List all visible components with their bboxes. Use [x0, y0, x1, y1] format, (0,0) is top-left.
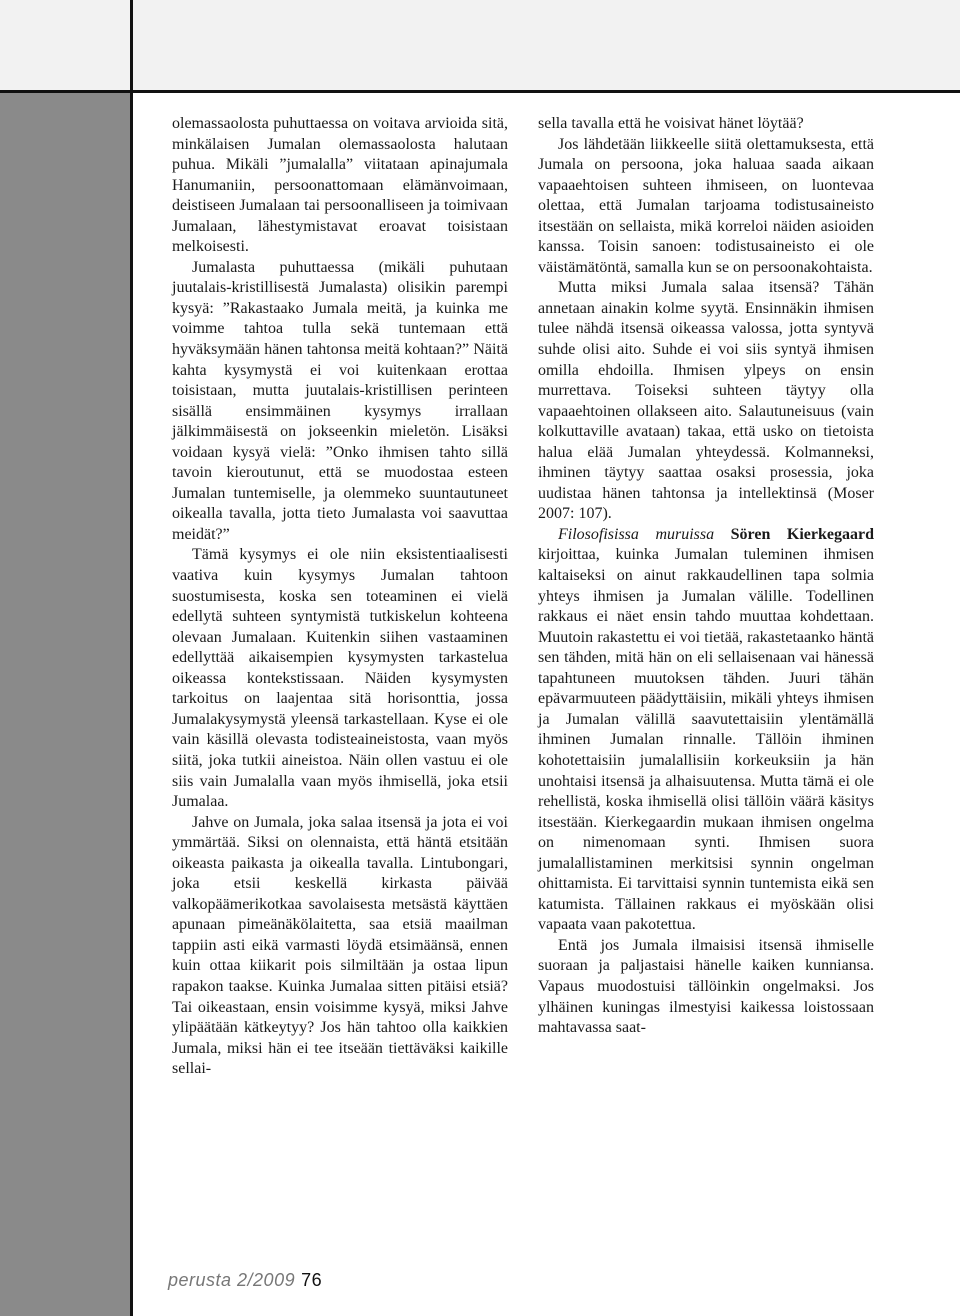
paragraph: Jumalasta puhuttaessa (mikäli puhutaan juutalais-kristillisestä Jumalasta) olisikin parempi kysyä: ”Rakastaako Jumala meitä, ja kuinka me voimme tahtoa tulla sekä tuntemaan että hyväksymään hänen tahtonsa meitä kohtaan?” Näitä kahta kysymystä ei voi kuitenkaan erottaa toisistaan, mutta juutalais-kristillisen perinteen sisällä ensimmäinen kysymys irrallaan jälkimmäisestä on jokseenkin mieletön. Lisäksi voidaan kysyä vielä: ”Onko ihmisen tahto sillä tavoin kieroutunut, että se muodostaa esteen Jumalan tuntemiselle, ja olemmeko suuntautuneet oikealla tavalla, jotta tieto Jumalasta voi saavuttaa meidät?”: [172, 258, 508, 543]
page-number: 76: [301, 1270, 323, 1290]
page-footer: [168, 1270, 322, 1291]
paragraph-text: kirjoittaa, kuinka Jumalan tuleminen ihmisen kaltaiseksi on ainut rakkaudellinen tapa solmia yhteys ihmisen ja Jumalan välille. Todellinen rakkaus ei näet ensin tahdo muuttaa kohdettaan. Muutoin rakastettu ei voi tietää, rakastetaanko häntä sen tähden, mitä hän on eli sellaisenaan vai hänessä tapahtuneen muutoksen tähden. Juuri tähän epävarmuuteen päädyttäisiin, mikäli yhteys ihmisen ja Jumalan välillä saavutettaisiin ylentämällä ihminen Jumalan rinnalle. Tällöin ihminen kohotettaisiin jumalallisiin korkeuksiin ja hän unohtaisi itsensä ja alhaisuutensa. Mutta tämä ei ole rehellistä, koska ihmisellä olisi tällöin väärä käsitys itsestään. Kierkegaardin mukaan ihmisen ongelma on nimenomaan synti. Ihmisen suora jumalallistaminen merkitsisi synnin ongelman ohittamista. Ei tarvittaisi synnin tuntemista eikä sen katumista. Tällainen rakkaus ei myöskään olisi vapaata vaan pakotettua.: [538, 546, 874, 934]
paragraph: sella tavalla että he voisivat hänet löytää?: [538, 115, 804, 132]
margin-rule: [130, 0, 133, 1316]
left-text-column: [172, 114, 508, 1080]
magazine-name: perusta 2/2009: [168, 1270, 296, 1290]
book-title: Filosofisissa muruissa: [558, 525, 715, 543]
paragraph: Tämä kysymys ei ole niin eksistentiaalisesti vaativa kuin kysymys Jumalan tahtoon suostumisesta, koska sen toteaminen ei vielä edellytä suhteen syntymistä tutkiskelun kohteena olevaan Jumalaan. Kuitenkin siihen vastaaminen edellyttää aikaisempien kysymysten tarkastelua oikeassa kontekstissaan. Näiden kysymysten tarkoitus on laajentaa sitä horisonttia, jossa Jumalakysymystä yleensä tarkastellaan. Kyse ei ole vain käsillä olevasta todisteaineistosta, vaan myös siitä, joka tutkii aineistoa. Näin ollen vastuu ei ole siis vain Jumalalla vaan myös ihmisellä, joka etsii Jumalaa.: [172, 546, 508, 811]
header-band: [0, 0, 960, 90]
paragraph: Jos lähdetään liikkeelle siitä olettamuksesta, että Jumala on persoona, joka haluaa saada aikaan vapaaehtoisen suhteen ihmiseen, on luontevaa olettaa, että Jumalan tarjoama todistusaineisto itsestään on sellaista, mikä korreloi näiden asioiden kanssa. Toisin sanoen: todistusaineisto ei ole väistämätöntä, samalla kun se on persoonakohtaista.: [538, 135, 874, 276]
author-name: Sören Kierkegaard: [730, 525, 874, 543]
paragraph: Mutta miksi Jumala salaa itsensä? Tähän annetaan ainakin kolme syytä. Ensinnäkin ihmisen tulee nähdä itsensä oikeassa valossa, jotta syntyvä suhde olisi aito. Suhde ei voi siis syntyä ihmisen omilla ehdoilla. Ihmisen ylpeys on ensin murrettava. Toiseksi suhteen täytyy olla vapaaehtoinen ollakseen aito. Salautuneisuus (vain kolkuttaville avataan) takaa, että usko on tietoista halua elää Jumalan yhteydessä. Kolmanneksi, ihminen täytyy saattaa osaksi prosessia, joka uudistaa hänen tahtonsa ja intellektinsä (Moser 2007: 107).: [538, 279, 874, 523]
paragraph-kierkegaard: [538, 525, 874, 936]
right-text-column: [538, 114, 874, 1039]
margin-band: [0, 93, 130, 1316]
paragraph: olemassaolosta puhuttaessa on voitava arvioida sitä, minkälaisen Jumalan olemassaolosta halutaan puhua. Mikäli ”jumalalla” viitataan apinajumala Hanumaniin, persoonattomaan elämänvoimaan, deistiseen Jumalaan tai persoonalliseen ja toimivaan Jumalaan, lähestymistavat eroavat toisistaan melkoisesti.: [172, 115, 508, 256]
paragraph: Jahve on Jumala, joka salaa itsensä ja jota ei voi ymmärtää. Siksi on olennaista, että häntä etsitään oikeasta paikasta ja oikealla tavalla. Lintubongari, joka etsii keskellä kirkasta päivää valkopäämerikotkaa savolaisesta metsästä käyttäen apunaan pimeänäkölaitetta, saa etsiä maailman tappiin asti eikä varmasti löydä etsimäänsä, ennen kuin ottaa kiikarit pois silmiltään ja ostaa lipun rapakon taakse. Kuinka Jumalaa sitten pitäisi etsiä? Tai oikeastaan, ensin voisimme kysyä, miksi Jahve ylipäätään kätkeytyy? Jos hän tahtoo olla kaikkien Jumala, miksi hän ei tee itseään tiettäväksi kaikille sellai-: [172, 813, 508, 1078]
header-rule: [0, 90, 960, 93]
paragraph: Entä jos Jumala ilmaisisi itsensä ihmiselle suoraan ja paljastaisi hänelle kaiken kunniansa. Vapaus muodostuisi tällöinkin ongelmaksi. Jos ylhäinen kuningas ilmestyisi kaikessa loistossaan mahtavassa saat-: [538, 936, 874, 1037]
